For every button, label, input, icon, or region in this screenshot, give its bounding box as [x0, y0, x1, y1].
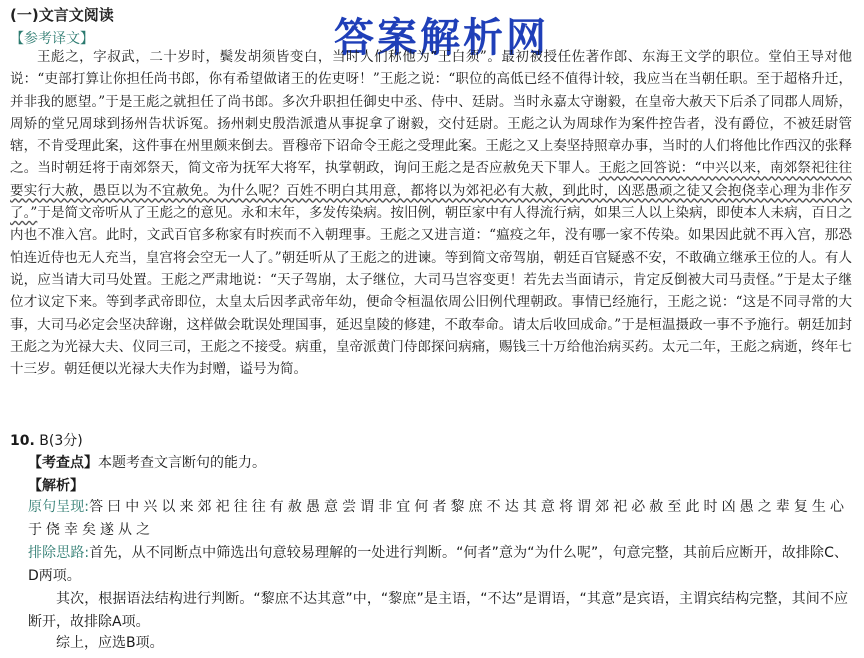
- analysis-conclusion: 综上，应选B项。: [56, 635, 164, 651]
- question-number: 10.: [10, 433, 35, 449]
- translation-part-1: 王彪之，字叔武，二十岁时，鬓发胡须皆变白，当时人们称他为“王白须”。最初被授任佐著作郎、东海王文学的职位。堂伯王导对他说：“吏部打算让你担任尚书郎，你有希望做诸王的佐吏呀！”王彪之说：“职位的高低已经不值得计较，我应当在当朝任职。至于超格升迁，并非我的愿望。”于是王彪之就担任了尚书郎。多次升职担任御史中丞、侍中、廷尉。当时永嘉太守谢毅，在皇帝大赦天下后杀了同郡人周矫，周矫的堂兄周球到扬州告状诉冤。扬州刺史殷浩派遣从事捉拿了谢毅，交付廷尉。王彪之认为周球作为案件控告者，没有爵位，不被廷尉管辖，不肯受理此案，这件事在州里颇来倒去。晋穆帝下诏命令王彪之受理此案。王彪之又上奏坚持照章办事，当时的人们将他比作西汉的张释之。当时朝廷将于南郊祭天，简文帝为抚军大将军，执掌朝政，询问王彪之是否应赦免天下罪人。: [10, 49, 852, 177]
- translation-part-3: 于是简文帝听从了王彪之的意见。永和末年，多发传染病。按旧例，朝臣家中有人得流行病，如果三人以上染病，即使本人未病，百日之内也不准入宫。此时，文武百官多称家有时疾而不入朝理事。王彪之又进言道：“瘟疫之年，没有哪一家不传染。如果因此就不再入宫，那恐怕连近侍也无人充当，皇宫将会空无一人了。”朝廷听从了王彪之的进谏。等到简文帝驾崩，朝廷百官疑惑不安，不敢确立继承王位的人。有人说，应当请大司马处置。王彪之严肃地说：“天子驾崩，太子继位，大司马岂容变更！若先去当面请示，肯定反倒被大司马责怪。”于是太子继位才议定下来。等到孝武帝即位，太皇太后因孝武帝年幼，便命令桓温依周公旧例代理朝政。事情已经施行，王彪之说：“这是不同寻常的大事，大司马必定会坚决辞谢，这样做会耽误处理国事，延迟皇陵的修建，不敢奉命。请太后收回成命。”于是桓温摄政一事不予施行。朝廷加封王彪之为光禄大夫、仪同三司，王彪之不接受。病重，皇帝派黄门侍郎探问病痛，赐钱三十万给他治病买药。太元二年，王彪之病逝，终年七十三岁。朝廷便以光禄大夫作为封赠，谥号为简。: [10, 205, 852, 378]
- paichu-text: 首先，从不同断点中筛选出句意较易理解的一处进行判断。“何者”意为“为什么呢”，句意完整，其前后应断开，故排除C、D两项。: [28, 545, 848, 584]
- kaochadian-row: [28, 452, 266, 472]
- kaochadian-text: 本题考查文言断句的能力。: [98, 455, 266, 471]
- yuanju-row: [28, 496, 848, 542]
- translation-underlined-passage: 王彪之回答说：“中兴以来，南郊祭祀往往要实行大赦，愚臣以为不宜赦免。为什么呢？百姓不明白其用意，都将以为郊祀必有大赦，到此时，凶恶愚顽之徒又会抱侥幸心理为非作歹了。”: [10, 160, 852, 222]
- section-title: (一)文言文阅读: [10, 6, 114, 24]
- yuanju-text: 答曰中兴以来郊祀往往有赦愚意尝谓非宜何者黎庶不达其意将谓郊祀必赦至此时凶愚之辈复生心于侥幸矣遂从之: [28, 499, 849, 538]
- paichu-row: [28, 542, 848, 588]
- question-answer: B: [39, 433, 49, 449]
- watermark-logo: 答案解析网: [334, 15, 549, 61]
- analysis-paragraph-2: 其次，根据语法结构进行判断。“黎庶不达其意”中，“黎庶”是主语，“不达”是谓语，“其意”是宾语，主谓宾结构完整，其间不应断开，故排除A项。: [28, 591, 848, 630]
- question-score: (3分): [48, 433, 83, 449]
- jiexi-label: 【解析】: [28, 478, 84, 494]
- question-10-header: [10, 430, 83, 450]
- translation-text: [10, 46, 852, 380]
- kaochadian-label: 【考查点】: [28, 455, 98, 471]
- reference-translation-label: 【参考译文】: [10, 31, 94, 47]
- yuanju-label: 原句呈现:: [28, 499, 90, 515]
- paichu-label: 排除思路:: [28, 545, 90, 561]
